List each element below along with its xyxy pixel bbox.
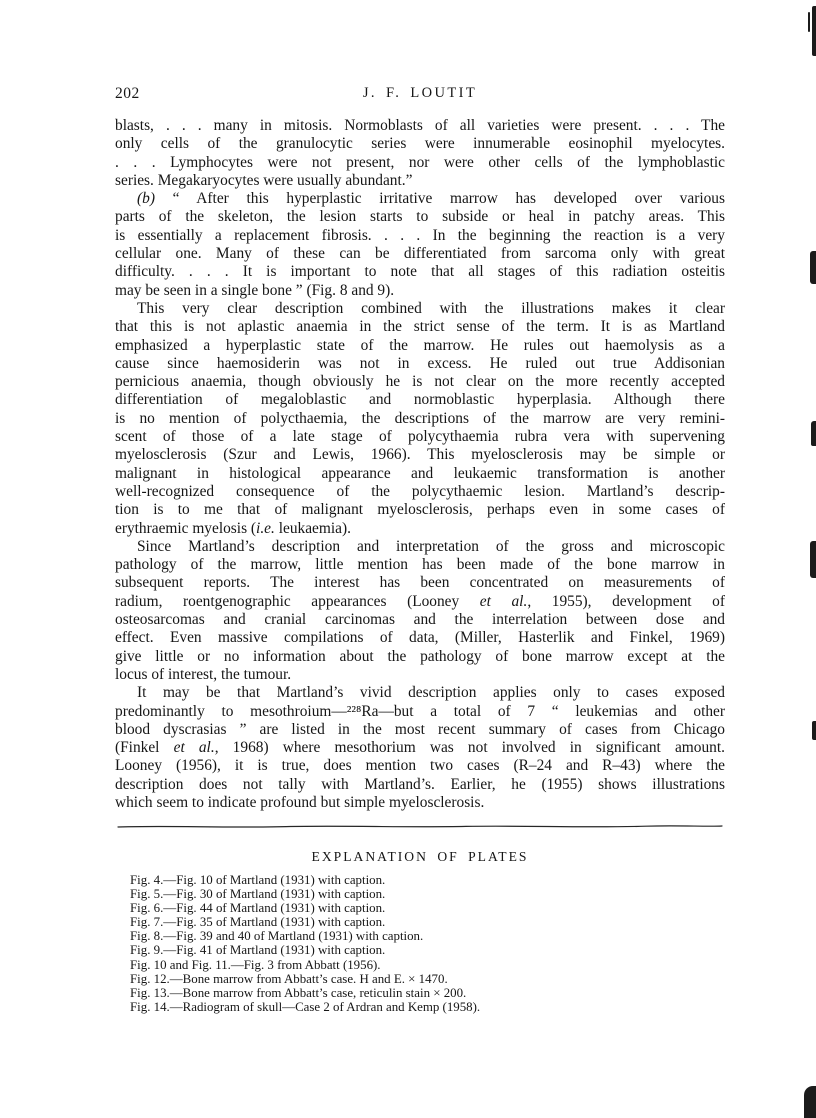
text-line: description does not tally with Martland’s. Earlier, he (1955) shows illustrations	[115, 775, 725, 793]
plates-list	[115, 873, 725, 1014]
text-line: locus of interest, the tumour.	[115, 665, 292, 683]
scan-artifact	[810, 251, 816, 284]
section-divider-rule	[116, 819, 724, 829]
text-line: may be seen in a single bone ” (Fig. 8 and 9).	[115, 281, 395, 299]
plate-caption: Fig. 9.—Fig. 41 of Martland (1931) with caption.	[130, 943, 386, 958]
plate-caption: Fig. 6.—Fig. 44 of Martland (1931) with caption.	[130, 901, 386, 916]
scan-artifact	[812, 6, 816, 56]
text-line: give little or no information about the pathology of bone marrow except at the	[115, 647, 725, 665]
text-line: is no mention of polycthaemia, the descriptions of the marrow are very remini-	[115, 409, 725, 427]
text-line: Looney (1956), it is true, does mention two cases (R–24 and R–43) where the	[115, 757, 725, 775]
text-line: pathology of the marrow, little mention has been made of the bone marrow in	[115, 556, 725, 574]
text-line: difficulty. . . . It is important to note that all stages of this radiation osteitis	[115, 263, 725, 281]
scan-artifact	[808, 12, 810, 32]
explanation-of-plates-section	[115, 849, 725, 1014]
plate-caption: Fig. 10 and Fig. 11.—Fig. 3 from Abbatt (1956).	[130, 957, 381, 972]
scan-artifact	[804, 1086, 816, 1118]
text-line: (Finkel et al., 1968) where mesothorium was not involved in significant amount.	[115, 739, 725, 757]
plate-caption: Fig. 5.—Fig. 30 of Martland (1931) with caption.	[130, 887, 386, 902]
text-line: malignant in histological appearance and leukaemic transformation is another	[115, 464, 725, 482]
text-line: osteosarcomas and cranial carcinomas and the interrelation between dose and	[115, 611, 725, 629]
body-text	[115, 117, 725, 812]
scan-artifact	[810, 541, 816, 578]
paragraph	[115, 538, 725, 684]
text-line: which seem to indicate profound but simple myelosclerosis.	[115, 793, 485, 811]
paragraph	[115, 190, 725, 300]
text-line: only cells of the granulocytic series were innumerable eosinophil myelocytes.	[115, 135, 725, 153]
page-number: 202	[115, 85, 140, 102]
text-line: pernicious anaemia, though obviously he is not clear on the more recently accepted	[115, 373, 725, 391]
text-line: scent of those of a late stage of polycythaemia rubra vera with supervening	[115, 428, 725, 446]
plate-caption: Fig. 8.—Fig. 39 and 40 of Martland (1931) with caption.	[130, 929, 424, 944]
text-line: (b) “ After this hyperplastic irritative marrow has developed over various	[137, 190, 725, 208]
scan-artifact	[812, 721, 816, 740]
text-line: radium, roentgenographic appearances (Looney et al., 1955), development of	[115, 592, 725, 610]
text-line: cellular one. Many of these can be differentiated from sarcoma only with great	[115, 245, 725, 263]
text-line: that this is not aplastic anaemia in the strict sense of the term. It is as Martland	[115, 318, 725, 336]
text-line: erythraemic myelosis (i.e. leukaemia).	[115, 519, 351, 537]
text-line: blasts, . . . many in mitosis. Normoblasts of all varieties were present. . . . The	[115, 117, 725, 134]
text-line: differentiation of megaloblastic and normoblastic hyperplasia. Although there	[115, 391, 725, 409]
hand-drawn-rule-line	[116, 822, 724, 832]
text-line: series. Megakaryocytes were usually abundant.”	[115, 171, 413, 189]
paragraph	[115, 684, 725, 812]
text-line: . . . Lymphocytes were not present, nor were other cells of the lymphoblastic	[115, 153, 725, 171]
text-line: effect. Even massive compilations of data, (Miller, Hasterlik and Finkel, 1969)	[115, 629, 725, 647]
text-line: predominantly to mesothroium—²²⁸Ra—but a total of 7 “ leukemias and other	[115, 702, 725, 720]
text-line: It may be that Martland’s vivid description applies only to cases exposed	[137, 684, 725, 702]
text-line: subsequent reports. The interest has been concentrated on measurements of	[115, 574, 725, 592]
page-header	[115, 85, 725, 105]
plate-caption: Fig. 4.—Fig. 10 of Martland (1931) with caption.	[130, 873, 386, 887]
text-line: tion is to me that of malignant myelosclerosis, perhaps even in some cases of	[115, 501, 725, 519]
text-line: blood dyscrasias ” are listed in the most recent summary of cases from Chicago	[115, 720, 725, 738]
text-line: myelosclerosis (Szur and Lewis, 1966). This myelosclerosis may be simple or	[115, 446, 725, 464]
text-line: This very clear description combined with the illustrations makes it clear	[137, 299, 725, 317]
paragraph	[115, 117, 725, 190]
paragraph	[115, 300, 725, 538]
text-line: well-recognized consequence of the polycythaemic lesion. Martland’s descrip-	[115, 482, 725, 500]
plates-heading: EXPLANATION OF PLATES	[311, 849, 529, 864]
plate-caption: Fig. 7.—Fig. 35 of Martland (1931) with caption.	[130, 915, 386, 930]
plate-caption: Fig. 12.—Bone marrow from Abbatt’s case. H and E. × 1470.	[130, 971, 448, 986]
plate-caption: Fig. 13.—Bone marrow from Abbatt’s case, reticulin stain × 200.	[130, 985, 467, 1000]
running-head: J. F. LOUTIT	[362, 85, 478, 101]
plate-caption: Fig. 14.—Radiogram of skull—Case 2 of Ardran and Kemp (1958).	[130, 999, 481, 1014]
text-line: emphasized a hyperplastic state of the marrow. He rules out haemolysis as a	[115, 336, 725, 354]
text-line: parts of the skeleton, the lesion starts to subside or heal in patchy areas. This	[115, 208, 725, 226]
text-line: cause since haemosiderin was not in excess. He ruled out true Addisonian	[115, 354, 725, 372]
text-line: Since Martland’s description and interpretation of the gross and microscopic	[137, 537, 725, 555]
text-line: is essentially a replacement fibrosis. . . . In the beginning the reaction is a very	[115, 226, 725, 244]
scan-artifact	[811, 421, 816, 446]
